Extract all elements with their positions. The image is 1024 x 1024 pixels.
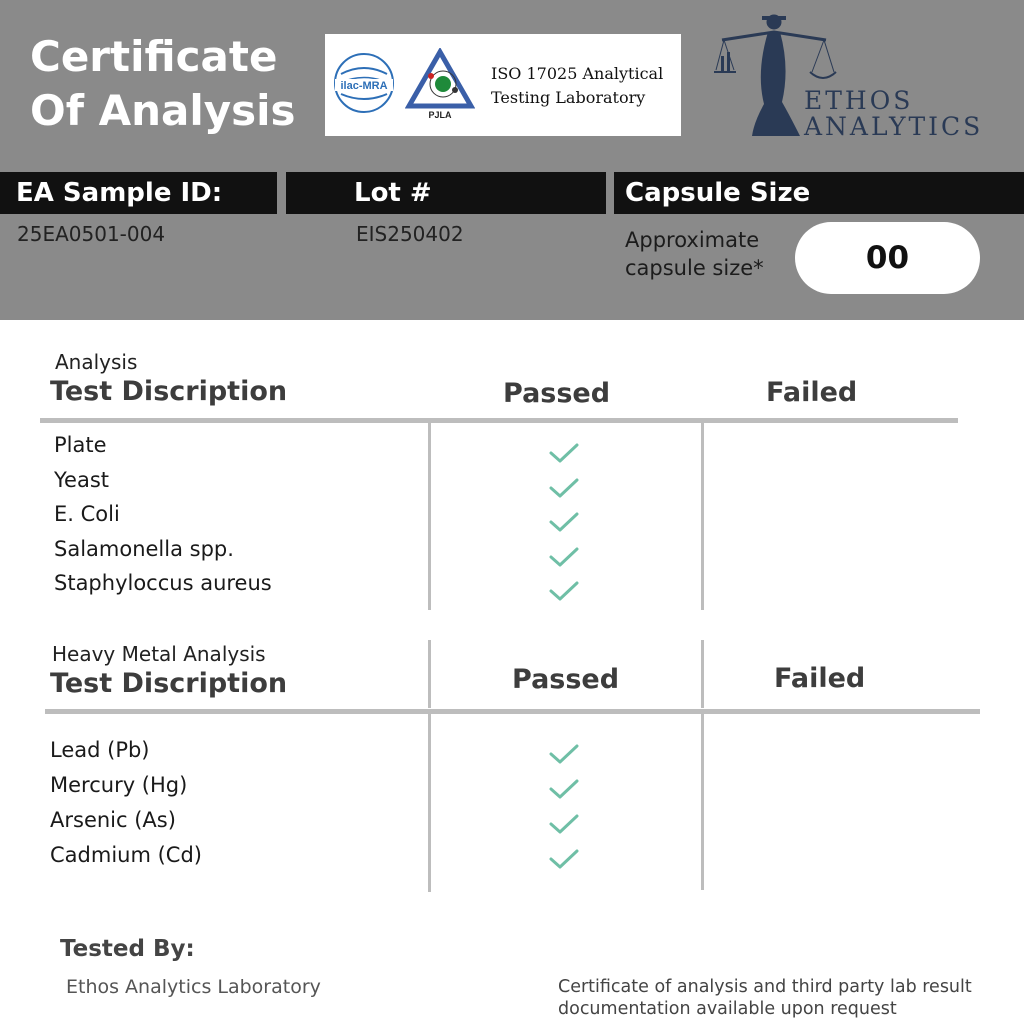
checkmark-icon	[548, 743, 580, 765]
checkmark-icon	[548, 580, 580, 602]
micro-col-test: Test Discription	[50, 376, 288, 407]
sample-id-value: 25EA0501-004	[17, 222, 166, 246]
capsule-note: Approximate capsule size*	[625, 228, 764, 280]
micro-section-label: Analysis	[55, 350, 138, 374]
title-line-2: Of Analysis	[30, 86, 296, 135]
metals-col-failed: Failed	[774, 663, 866, 694]
test-name: Yeast	[54, 467, 110, 492]
metals-divider-2	[701, 714, 704, 890]
test-name: Lead (Pb)	[50, 738, 150, 762]
metals-divider-1	[428, 714, 431, 892]
capsule-size-label: Capsule Size	[625, 178, 811, 208]
lot-bar	[286, 172, 606, 214]
metals-section-label: Heavy Metal Analysis	[52, 642, 266, 666]
test-name: Mercury (Hg)	[50, 773, 188, 797]
checkmark-icon	[548, 778, 580, 800]
brand-name: ETHOS ANALYTICS	[804, 86, 984, 141]
tested-by-label: Tested By:	[60, 936, 195, 962]
metals-header-divider-1	[428, 640, 431, 708]
checkmark-icon	[548, 848, 580, 870]
micro-divider-1	[428, 423, 431, 610]
accreditation-text: ISO 17025 Analytical Testing Laboratory	[491, 64, 664, 107]
certificate-header	[0, 0, 1024, 320]
metals-col-test: Test Discription	[50, 668, 288, 699]
pjla-logo-icon	[405, 48, 475, 128]
page-title	[30, 30, 296, 138]
micro-header-rule	[40, 418, 958, 423]
micro-col-passed: Passed	[503, 378, 611, 409]
checkmark-icon	[548, 546, 580, 568]
documentation-note: Certificate of analysis and third party lab result documentation available upon request	[558, 977, 972, 1019]
checkmark-icon	[548, 477, 580, 499]
micro-divider-2	[701, 423, 704, 610]
test-name: Cadmium (Cd)	[50, 843, 202, 867]
checkmark-icon	[548, 813, 580, 835]
checkmark-icon	[548, 511, 580, 533]
micro-col-failed: Failed	[766, 377, 858, 408]
metals-header-rule	[45, 709, 980, 714]
accreditation-box	[325, 34, 681, 136]
checkmark-icon	[548, 442, 580, 464]
test-name: Arsenic (As)	[50, 808, 176, 832]
test-name: E. Coli	[54, 502, 120, 526]
metals-header-divider-2	[701, 640, 704, 708]
ilac-mra-logo-icon	[333, 52, 395, 114]
title-line-1: Certificate	[30, 32, 278, 81]
test-name: Plate	[54, 433, 107, 457]
metals-col-passed: Passed	[512, 664, 620, 695]
lot-value: EIS250402	[356, 222, 464, 246]
tested-by-value: Ethos Analytics Laboratory	[66, 976, 321, 998]
ilac-label: ilac-MRA	[340, 80, 388, 92]
test-name: Staphyloccus aureus	[54, 571, 272, 595]
test-name: Salamonella spp.	[54, 536, 234, 561]
sample-id-bar	[0, 172, 277, 214]
sample-id-label: EA Sample ID:	[16, 178, 223, 208]
lot-label: Lot #	[354, 178, 432, 208]
capsule-size-bar	[614, 172, 1024, 214]
pjla-label: PJLA	[428, 110, 452, 120]
capsule-size-value: 00	[795, 222, 980, 294]
